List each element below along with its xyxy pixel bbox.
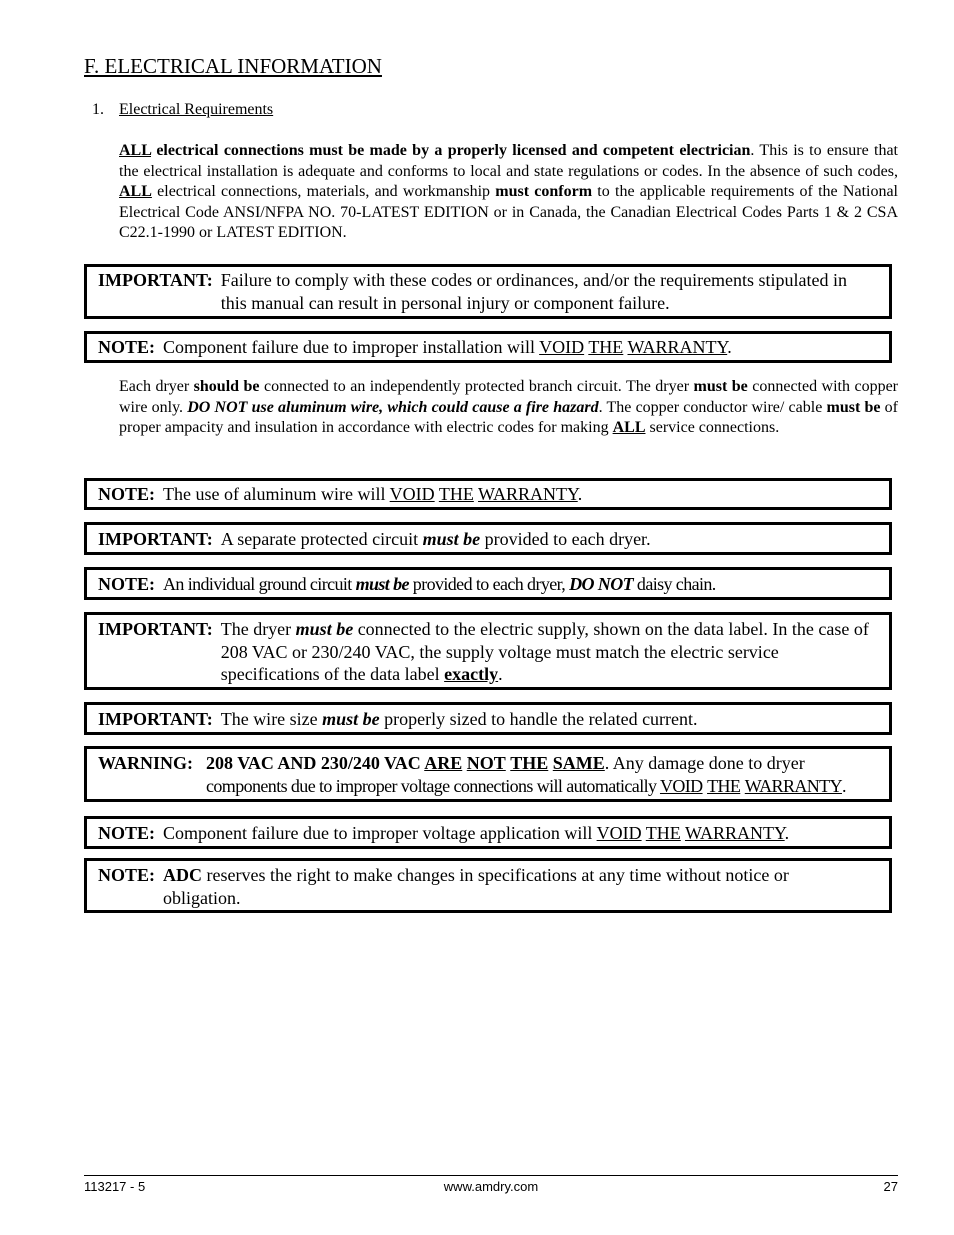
note-body: An individual ground circuit [163,574,356,594]
important-box-wire-size [84,702,892,735]
warning-label: WARNING: [98,753,194,773]
warning-body: components due to improper voltage connections will automatically [206,775,660,796]
warning-text [206,752,877,797]
footer-divider [84,1175,898,1176]
must-be-emphasis: must be [322,709,380,729]
important-text [221,708,877,731]
emphasis-bold: should be [193,378,260,395]
footer-website: www.amdry.com [443,1179,539,1194]
paragraph-text: electrical connections, materials, and workmanship [151,183,496,200]
emphasis-bold: must be [826,398,881,416]
paragraph-text: of proper ampacity and insulation in accordance with electric codes for making [119,398,899,436]
void-word: VOID [596,823,642,843]
paragraph-text: connected to an independently protected branch circuit. The dryer [259,378,694,395]
important-body: provided to each dryer. [480,529,651,549]
important-label: IMPORTANT: [98,619,213,639]
warranty-word: WARRANTY [478,484,578,504]
important-body: connected to the electric supply, shown on the data label. In the case of 208 VAC or 230/240 VAC, the supply voltage must match the electric service specifications of the data label [220,619,869,684]
footer-doc-number: 113217 - 5 [84,1179,146,1194]
period: . [841,775,847,796]
period: . [498,664,503,684]
the-word: THE [588,337,624,357]
must-be-emphasis: must be [295,619,354,639]
note-box-voltage [84,816,892,849]
emphasis-bold: electrical connections must be made by a properly licensed and competent electrician [151,142,751,159]
do-not-emphasis: DO NOT [569,574,634,594]
note-label: NOTE: [98,484,156,504]
aluminum-warning: DO NOT use aluminum wire, which could cause a fire hazard [187,398,599,416]
must-be-emphasis: must be [355,574,409,594]
note-body: reserves the right to make changes in specifications at any time without notice or obligation. [163,865,789,908]
paragraph-text: . The copper conductor wire/ cable [598,398,827,416]
note-body: daisy chain. [633,574,716,594]
void-word: VOID [389,484,435,504]
important-label: IMPORTANT: [98,270,213,290]
are-word: ARE [424,753,463,773]
void-word: VOID [539,337,585,357]
emphasis-bold: must be [693,378,748,395]
note-label: NOTE: [98,823,156,843]
note-body: The use of aluminum wire will [163,484,390,504]
emphasis-bold: must conform [495,183,593,200]
subsection-number: 1. [92,101,104,118]
important-body: The dryer [220,619,296,639]
must-be-emphasis: must be [422,529,481,549]
note-text [163,822,877,845]
note-label: NOTE: [98,865,156,885]
subsection-title: Electrical Requirements [119,101,274,118]
not-word: NOT [466,753,506,773]
same-word: SAME [552,753,605,773]
important-box-supply [84,612,892,690]
emphasis-all: ALL [612,419,646,436]
note-body: Component failure due to improper voltage application will [163,823,597,843]
period: . [577,484,583,504]
emphasis-all: ALL [119,183,152,200]
footer-page-number: 27 [883,1179,898,1194]
requirements-paragraph [119,141,898,244]
paragraph-text: connected with copper wire only. [119,378,898,416]
important-body: The wire size [220,709,323,729]
paragraph-text: to the applicable requirements of the National Electrical Code ANSI/NFPA NO. 70-LATEST EDITION or in Canada, the Canadian Electrical Codes Parts 1 & 2 CSA C22.1-1990 or LATEST EDITION. [119,183,899,241]
warranty-word: WARRANTY [744,775,842,796]
paragraph-text: . This is to ensure that the electrical installation is adequate and conforms to local and state regulations or codes. In the absence of such codes, [119,142,899,180]
note-text [163,483,877,506]
important-label: IMPORTANT: [98,709,213,729]
section-title: F. ELECTRICAL INFORMATION [84,54,382,78]
important-body: properly sized to handle the related current. [379,709,698,729]
the-word: THE [707,775,741,796]
wiring-paragraph [119,377,898,439]
important-text [221,528,877,551]
note-box-installation [84,331,892,363]
the-word: THE [510,753,549,773]
important-box-codes [84,264,892,319]
important-text [221,618,877,686]
the-word: THE [645,823,681,843]
emphasis-all: ALL [119,142,152,159]
note-box-ground [84,567,892,600]
paragraph-text: Each dryer [119,378,194,395]
note-text [163,336,877,359]
period: . [784,823,790,843]
important-text: Failure to comply with these codes or ordinances, and/or the requirements stipulated in this manual can result in personal injury or component failure. [220,270,848,313]
important-box-circuit [84,522,892,555]
important-body: A separate protected circuit [220,529,423,549]
subsection-heading [92,101,273,119]
void-word: VOID [659,775,703,796]
warranty-word: WARRANTY [627,337,728,357]
warning-body: . Any damage done to dryer [604,753,805,773]
note-body: Component failure due to improper installation will [163,337,540,357]
the-word: THE [438,484,474,504]
note-box-aluminum [84,478,892,510]
note-text [163,573,877,596]
period: . [727,337,732,357]
note-body: provided to each dryer, [408,574,570,594]
warning-box-voltage [84,746,892,802]
voltage-emphasis: 208 VAC AND 230/240 VAC [206,753,425,773]
note-box-specifications [84,858,892,913]
note-label: NOTE: [98,574,156,594]
adc-emphasis: ADC [163,865,203,885]
important-label: IMPORTANT: [98,529,213,549]
paragraph-text: service connections. [645,419,780,436]
exactly-emphasis: exactly [444,664,499,684]
note-text [163,864,809,909]
warranty-word: WARRANTY [684,823,785,843]
note-label: NOTE: [98,337,156,357]
